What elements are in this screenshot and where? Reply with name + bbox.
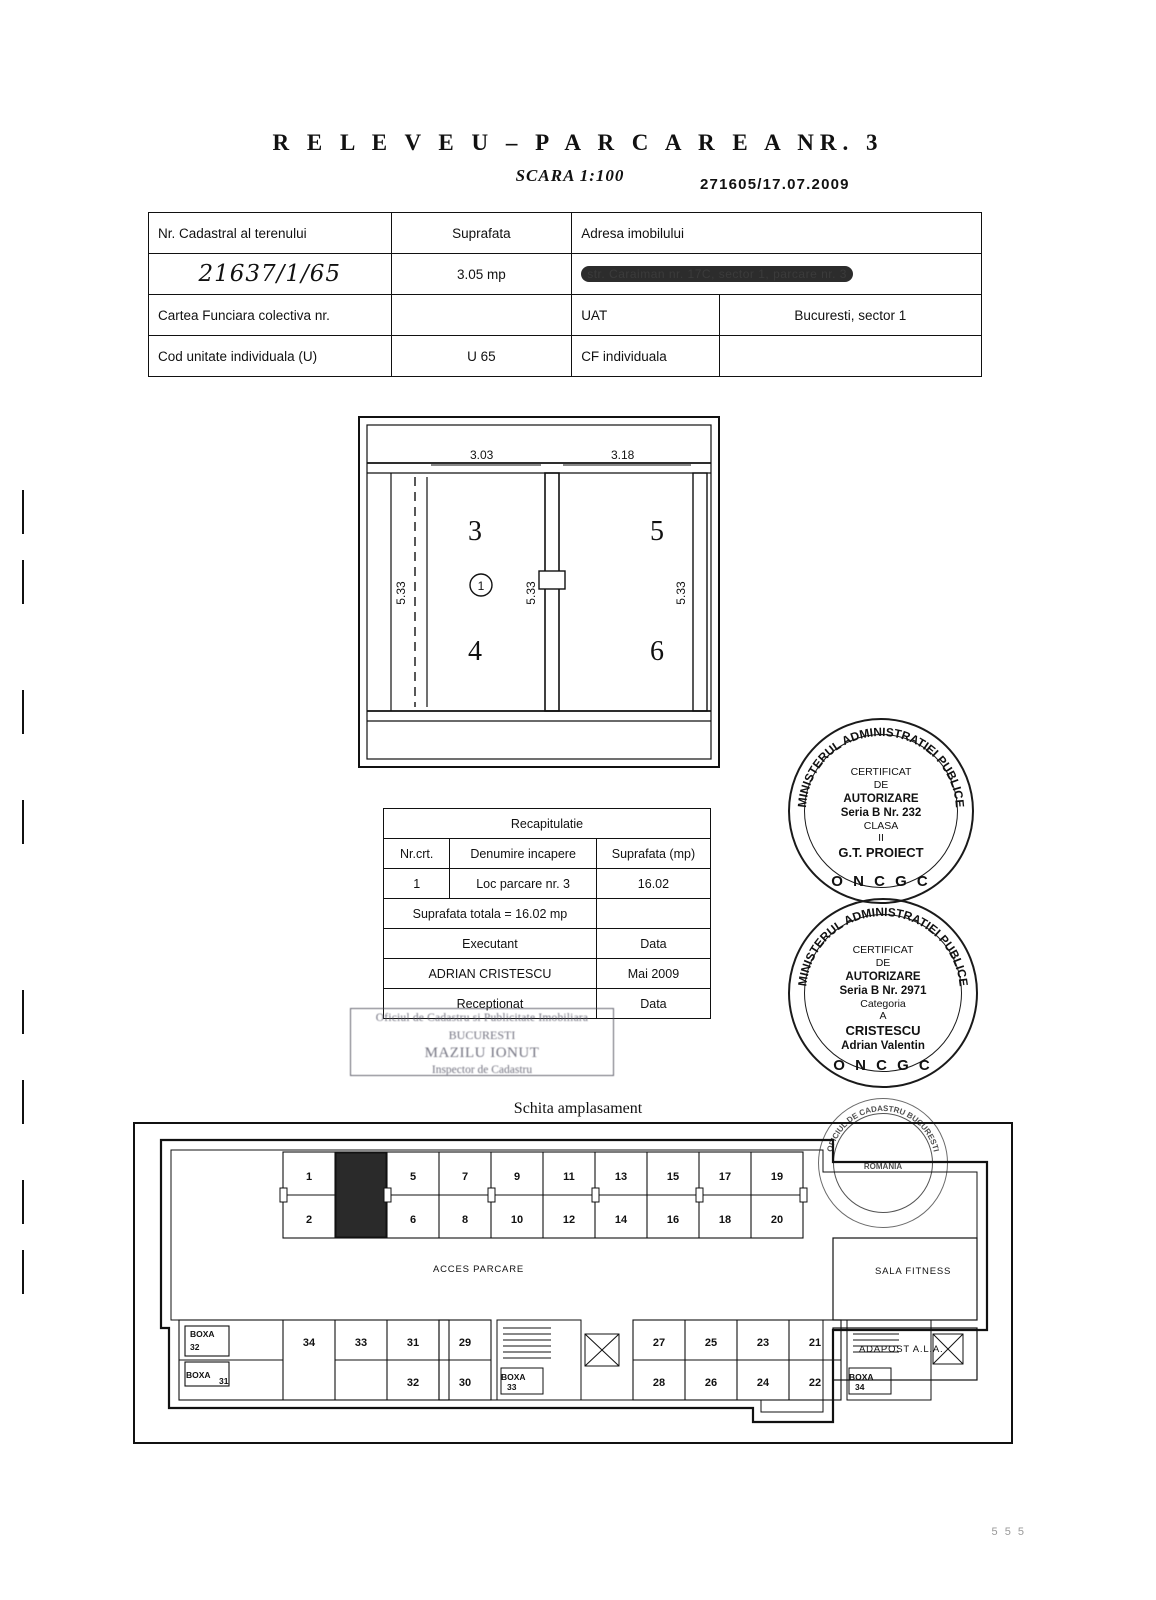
plan-dim-right: 5.33 <box>674 581 688 605</box>
office-stamp-line-2: BUCURESTI <box>448 1027 516 1042</box>
label-address: Adresa imobilului <box>572 213 982 254</box>
svg-text:7: 7 <box>461 1171 469 1183</box>
authorization-stamp-gt-proiect <box>788 718 974 904</box>
svg-text:28: 28 <box>652 1377 666 1389</box>
table-row <box>149 295 982 336</box>
svg-text:MINISTERUL ADMINISTRATIEI PUBL: MINISTERUL ADMINISTRATIEI PUBLICE <box>794 724 967 809</box>
svg-text:33: 33 <box>354 1337 368 1349</box>
plan-dim-top-right: 3.18 <box>611 448 635 462</box>
page-mark: 5 5 5 <box>991 1526 1026 1538</box>
svg-text:2: 2 <box>305 1214 313 1226</box>
stamp-b-category-label: Categoria <box>860 997 906 1010</box>
table-row <box>384 869 711 899</box>
svg-text:14: 14 <box>614 1214 628 1226</box>
stamp-c-center: ROMANIA <box>863 1162 903 1171</box>
site-plan-drawing <box>133 1122 1013 1444</box>
plan-dim-mid: 5.33 <box>524 581 538 605</box>
svg-text:MINISTERUL ADMINISTRATIEI PUBL: MINISTERUL ADMINISTRATIEI PUBLICE <box>795 904 971 988</box>
svg-text:29: 29 <box>458 1337 472 1349</box>
svg-text:25: 25 <box>704 1337 718 1349</box>
recap-row-surface: 16.02 <box>596 869 710 899</box>
margin-mark <box>22 1080 24 1124</box>
table-row <box>149 336 982 377</box>
identification-table <box>148 212 982 377</box>
document-code: 271605/17.07.2009 <box>700 176 850 193</box>
stamp-a-authority: O N C G C <box>831 873 931 890</box>
stamp-b-given-name: Adrian Valentin <box>841 1040 925 1053</box>
svg-text:34: 34 <box>855 1382 865 1392</box>
plan-stall-5: 5 <box>650 516 664 547</box>
margin-mark <box>22 490 24 534</box>
svg-text:11: 11 <box>563 1171 575 1183</box>
table-header-row <box>384 839 711 869</box>
table-row <box>149 213 982 254</box>
label-carte-funciara: Cartea Funciara colectiva nr. <box>149 295 392 336</box>
margin-mark <box>22 690 24 734</box>
recap-total: Suprafata totala = 16.02 mp <box>384 899 597 929</box>
svg-text:12: 12 <box>562 1214 576 1226</box>
svg-text:31: 31 <box>219 1376 229 1386</box>
margin-mark <box>22 560 24 604</box>
value-surface: 3.05 mp <box>391 254 572 295</box>
table-row <box>384 959 711 989</box>
svg-text:BOXA: BOXA <box>849 1372 874 1382</box>
recap-header-surface: Suprafata (mp) <box>596 839 710 869</box>
svg-text:BOXA: BOXA <box>501 1372 526 1382</box>
recap-executant-date: Mai 2009 <box>596 959 710 989</box>
site-label-access: ACCES PARCARE <box>433 1264 524 1275</box>
site-plan-title: Schita amplasament <box>513 1100 643 1117</box>
svg-text:31: 31 <box>406 1337 420 1349</box>
plan-dim-top-left: 3.03 <box>470 448 494 462</box>
margin-mark <box>22 800 24 844</box>
svg-text:6: 6 <box>409 1214 417 1226</box>
label-surface: Suprafata <box>391 213 572 254</box>
svg-text:16: 16 <box>666 1214 680 1226</box>
recap-row-room: Loc parcare nr. 3 <box>450 869 597 899</box>
redaction-bar: str. Caraiman nr. 17C, sector 1, parcare nr. 3 <box>581 266 853 282</box>
table-row <box>149 254 982 295</box>
table-row <box>384 899 711 929</box>
svg-text:24: 24 <box>756 1377 770 1389</box>
stamp-a-series: Seria B Nr. 232 <box>840 806 922 819</box>
value-uat: Bucuresti, sector 1 <box>719 295 981 336</box>
svg-text:32: 32 <box>190 1342 200 1352</box>
recap-title: Recapitulatie <box>384 809 711 839</box>
stamp-body-b <box>790 944 976 1053</box>
svg-text:34: 34 <box>302 1337 316 1349</box>
label-unit-code: Cod unitate individuala (U) <box>149 336 392 377</box>
svg-text:32: 32 <box>406 1377 420 1389</box>
cadastre-office-stamp <box>350 1008 614 1076</box>
stamp-b-series: Seria B Nr. 2971 <box>839 984 927 997</box>
stamp-a-class-label: CLASA <box>863 819 899 832</box>
svg-text:19: 19 <box>770 1171 784 1183</box>
stamp-a-line-3: AUTORIZARE <box>843 792 919 805</box>
recapitulation-table <box>383 808 711 1019</box>
recap-received-label: Receptionat <box>384 989 597 1019</box>
drawing-scale: SCARA 1:100 <box>515 166 625 185</box>
stamp-b-line-3: AUTORIZARE <box>845 970 921 983</box>
svg-text:21: 21 <box>808 1337 822 1349</box>
value-cf-individual <box>719 336 981 377</box>
office-stamp-line-4: Inspector de Cadastru <box>431 1063 533 1076</box>
svg-text:OFICIUL DE CADASTRU BUCURESTI: OFICIUL DE CADASTRU BUCURESTI <box>825 1103 941 1153</box>
value-unit-code: U 65 <box>391 336 572 377</box>
recap-header-nr: Nr.crt. <box>384 839 450 869</box>
stamp-a-line-2: DE <box>873 778 889 791</box>
svg-text:30: 30 <box>458 1377 472 1389</box>
parking-floor-plan <box>357 415 721 770</box>
stamp-b-authority: O N C G C <box>833 1057 933 1074</box>
recap-executant-name: ADRIAN CRISTESCU <box>384 959 597 989</box>
value-cadastral-number: 21637/1/65 <box>149 254 392 295</box>
label-cadastral-number: Nr. Cadastral al terenului <box>149 213 392 254</box>
stamp-a-line-1: CERTIFICAT <box>850 766 912 778</box>
value-carte-funciara <box>391 295 572 336</box>
margin-mark <box>22 1250 24 1294</box>
recap-header-room: Denumire incapere <box>450 839 597 869</box>
site-label-fitness: SALA FITNESS <box>875 1266 952 1277</box>
svg-text:27: 27 <box>652 1337 666 1349</box>
svg-text:20: 20 <box>770 1214 784 1226</box>
table-row <box>384 809 711 839</box>
stamp-a-class-value: II <box>878 832 884 845</box>
svg-text:26: 26 <box>704 1377 718 1389</box>
margin-mark <box>22 990 24 1034</box>
svg-text:18: 18 <box>718 1214 732 1226</box>
office-stamp-inspector-name: MAZILU IONUT <box>424 1044 540 1061</box>
recap-row-nr: 1 <box>384 869 450 899</box>
svg-text:8: 8 <box>461 1214 469 1226</box>
page-title: R E L E V E U – P A R C A R E A NR. 3 <box>272 130 884 155</box>
svg-text:17: 17 <box>718 1171 732 1183</box>
plan-stall-6: 6 <box>650 636 664 667</box>
svg-text:13: 13 <box>614 1171 628 1183</box>
office-stamp-line-1: Oficiul de Cadastru si Publicitate Imobiliara <box>375 1012 589 1024</box>
plan-room-marker: 1 <box>477 579 485 593</box>
label-cf-individual: CF individuala <box>572 336 719 377</box>
recap-date-label-1: Data <box>596 929 710 959</box>
svg-text:1: 1 <box>305 1171 313 1183</box>
stamp-b-surname: CRISTESCU <box>845 1023 921 1039</box>
stamp-b-line-2: DE <box>875 956 891 969</box>
svg-text:23: 23 <box>756 1337 770 1349</box>
stamp-b-category-value: A <box>879 1010 887 1023</box>
plan-dim-left: 5.33 <box>394 581 408 605</box>
label-uat: UAT <box>572 295 719 336</box>
svg-text:BOXA: BOXA <box>190 1329 215 1339</box>
authorization-stamp-cristescu <box>788 898 978 1088</box>
recap-total-spacer <box>596 899 710 929</box>
svg-text:9: 9 <box>513 1171 521 1183</box>
svg-text:22: 22 <box>808 1377 822 1389</box>
recap-date-label-2: Data <box>596 989 710 1019</box>
margin-mark <box>22 1180 24 1224</box>
site-label-shelter: ADAPOST A.L.A. <box>859 1344 944 1355</box>
table-row <box>384 929 711 959</box>
stamp-body-a <box>790 766 972 861</box>
svg-text:10: 10 <box>510 1214 524 1226</box>
svg-text:33: 33 <box>507 1382 517 1392</box>
plan-stall-3: 3 <box>468 516 482 547</box>
value-address <box>572 254 982 295</box>
stamp-b-line-1: CERTIFICAT <box>852 944 914 956</box>
svg-text:15: 15 <box>666 1171 680 1183</box>
svg-text:5: 5 <box>409 1171 417 1183</box>
stamp-a-company: G.T. PROIECT <box>838 845 924 861</box>
recap-executant-label: Executant <box>384 929 597 959</box>
svg-text:BOXA: BOXA <box>186 1370 211 1380</box>
plan-stall-4: 4 <box>468 636 482 667</box>
